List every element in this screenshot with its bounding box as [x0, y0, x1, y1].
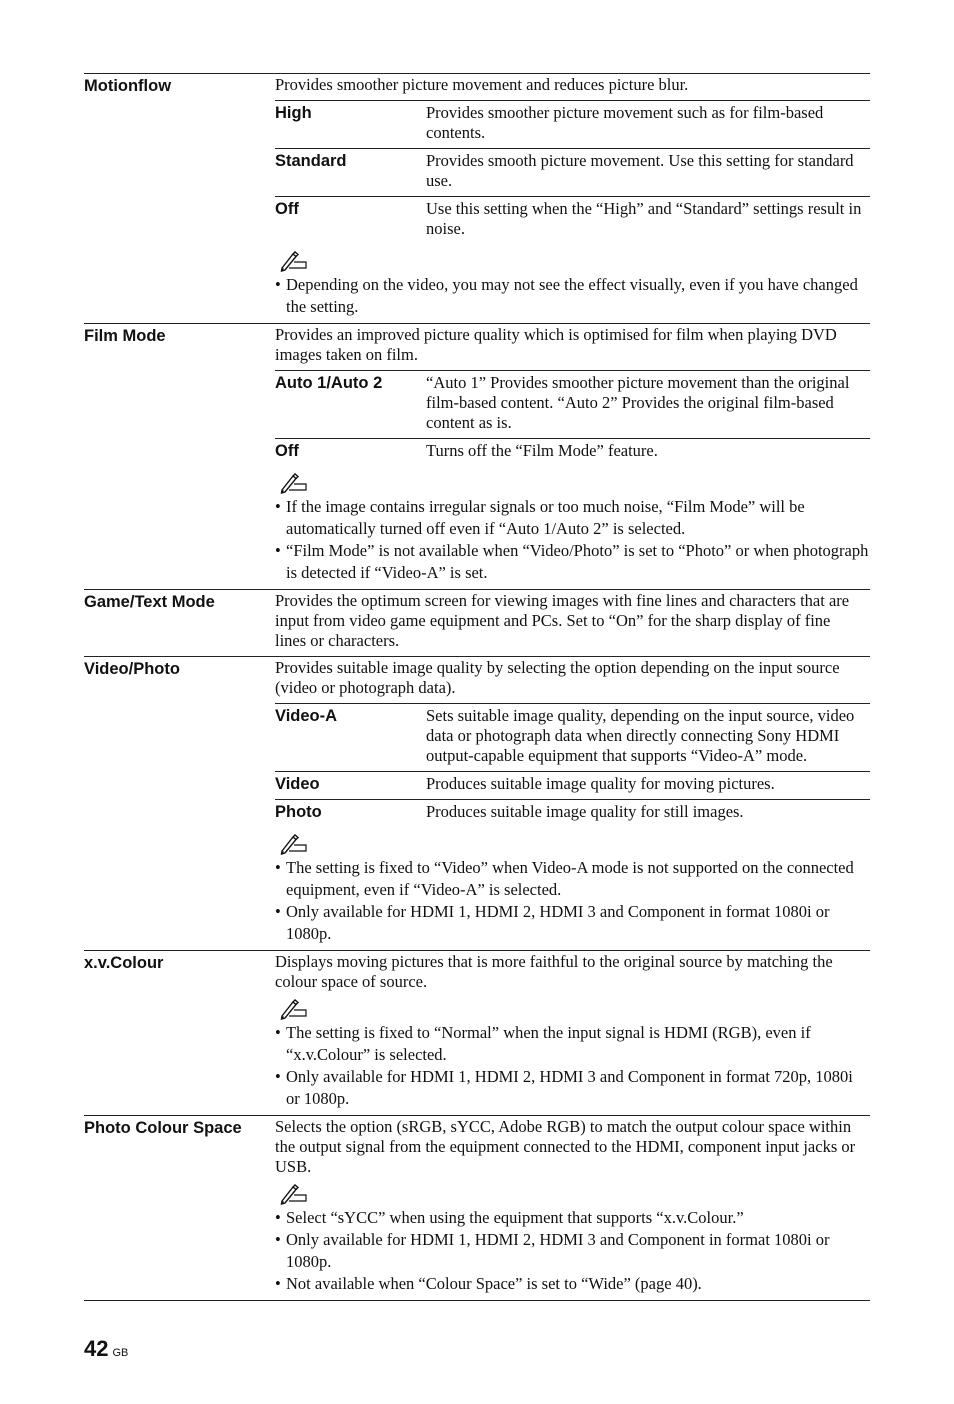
option-name: High: [275, 104, 312, 122]
note-item: • If the image contains irregular signals or too much noise, “Film Mode” will be automatically turned off even if “Auto 1/Auto 2” is selected.: [275, 496, 870, 540]
setting-row: [84, 323, 870, 589]
setting-body: [275, 1116, 870, 1300]
setting-name: Video/Photo: [84, 660, 180, 678]
notes-list: [275, 857, 870, 945]
option-list: [275, 100, 870, 244]
option-name: Photo: [275, 803, 322, 821]
option-description: Turns off the “Film Mode” feature.: [426, 441, 658, 460]
option-description: Provides smoother picture movement such as for film-based contents.: [426, 103, 824, 142]
option-row: [275, 100, 870, 148]
setting-row: [84, 73, 870, 323]
note-item: • Not available when “Colour Space” is set to “Wide” (page 40).: [275, 1273, 870, 1295]
note-item: • “Film Mode” is not available when “Video/Photo” is set to “Photo” or when photograph is detected if “Video-A” is set.: [275, 540, 870, 584]
setting-name: Film Mode: [84, 327, 166, 345]
setting-name: Photo Colour Space: [84, 1119, 242, 1137]
option-name: Video-A: [275, 707, 338, 725]
notes-list: [275, 1207, 870, 1295]
option-description: Provides smooth picture movement. Use this setting for standard use.: [426, 151, 854, 190]
setting-description: Provides an improved picture quality which is optimised for film when playing DVD images taken on film.: [275, 325, 837, 364]
setting-description: Provides suitable image quality by selecting the option depending on the input source (video or photograph data).: [275, 658, 840, 697]
note-item: • Depending on the video, you may not see the effect visually, even if you have changed the setting.: [275, 274, 870, 318]
option-list: [275, 370, 870, 466]
option-row: [275, 196, 870, 244]
option-description: Sets suitable image quality, depending on the input source, video data or photograph data when directly connecting Sony HDMI output-capable equipment that supports “Video-A” mode.: [426, 706, 855, 765]
setting-row: [84, 589, 870, 656]
setting-body: [275, 324, 870, 589]
pencil-note-icon: [279, 472, 309, 494]
setting-description: Displays moving pictures that is more faithful to the original source by matching the colour space of source.: [275, 952, 833, 991]
option-row: [275, 370, 870, 438]
note-item: • Only available for HDMI 1, HDMI 2, HDMI 3 and Component in format 720p, 1080i or 1080p.: [275, 1066, 870, 1110]
setting-name: Motionflow: [84, 77, 172, 95]
option-name: Off: [275, 442, 299, 460]
setting-name: Game/Text Mode: [84, 593, 215, 611]
setting-description: Provides the optimum screen for viewing images with fine lines and characters that are input from video game equipment and PCs. Set to “On” for the sharp display of fine lines or characters.: [275, 591, 850, 650]
setting-body: [275, 951, 870, 1115]
setting-body: [275, 657, 870, 950]
region-label: GB: [112, 1347, 129, 1359]
note-item: • Only available for HDMI 1, HDMI 2, HDMI 3 and Component in format 1080i or 1080p.: [275, 1229, 870, 1273]
setting-description: Selects the option (sRGB, sYCC, Adobe RGB) to match the output colour space within the output signal from the equipment connected to the HDMI, component input jacks or USB.: [275, 1117, 856, 1176]
option-description: Produces suitable image quality for moving pictures.: [426, 774, 775, 793]
page-footer: [84, 1336, 128, 1362]
option-row: [275, 148, 870, 196]
page-number: 42: [84, 1336, 109, 1361]
option-row: [275, 703, 870, 771]
option-list: [275, 703, 870, 827]
setting-row: [84, 950, 870, 1115]
setting-row: [84, 1115, 870, 1301]
option-row: [275, 438, 870, 466]
notes-list: [275, 1022, 870, 1110]
note-item: • The setting is fixed to “Video” when Video-A mode is not supported on the connected equipment, even if “Video-A” is selected.: [275, 857, 870, 901]
notes-list: [275, 274, 870, 318]
option-name: Off: [275, 200, 299, 218]
option-name: Auto 1/Auto 2: [275, 374, 383, 392]
pencil-note-icon: [279, 1183, 309, 1205]
option-description: Use this setting when the “High” and “Standard” settings result in noise.: [426, 199, 862, 238]
option-description: “Auto 1” Provides smoother picture movement than the original film-based content. “Auto 2” Provides the original film-based content as is.: [426, 373, 850, 432]
pencil-note-icon: [279, 833, 309, 855]
note-item: • Select “sYCC” when using the equipment that supports “x.v.Colour.”: [275, 1207, 870, 1229]
setting-name: x.v.Colour: [84, 954, 164, 972]
setting-body: [275, 590, 870, 656]
option-name: Standard: [275, 152, 347, 170]
note-item: • Only available for HDMI 1, HDMI 2, HDMI 3 and Component in format 1080i or 1080p.: [275, 901, 870, 945]
pencil-note-icon: [279, 998, 309, 1020]
settings-table: [84, 73, 870, 1301]
notes-list: [275, 496, 870, 584]
setting-row: [84, 656, 870, 950]
option-description: Produces suitable image quality for still images.: [426, 802, 744, 821]
option-row: [275, 799, 870, 827]
note-item: • The setting is fixed to “Normal” when the input signal is HDMI (RGB), even if “x.v.Colour” is selected.: [275, 1022, 870, 1066]
option-row: [275, 771, 870, 799]
setting-body: [275, 74, 870, 323]
option-name: Video: [275, 775, 320, 793]
setting-description: Provides smoother picture movement and reduces picture blur.: [275, 75, 689, 94]
pencil-note-icon: [279, 250, 309, 272]
